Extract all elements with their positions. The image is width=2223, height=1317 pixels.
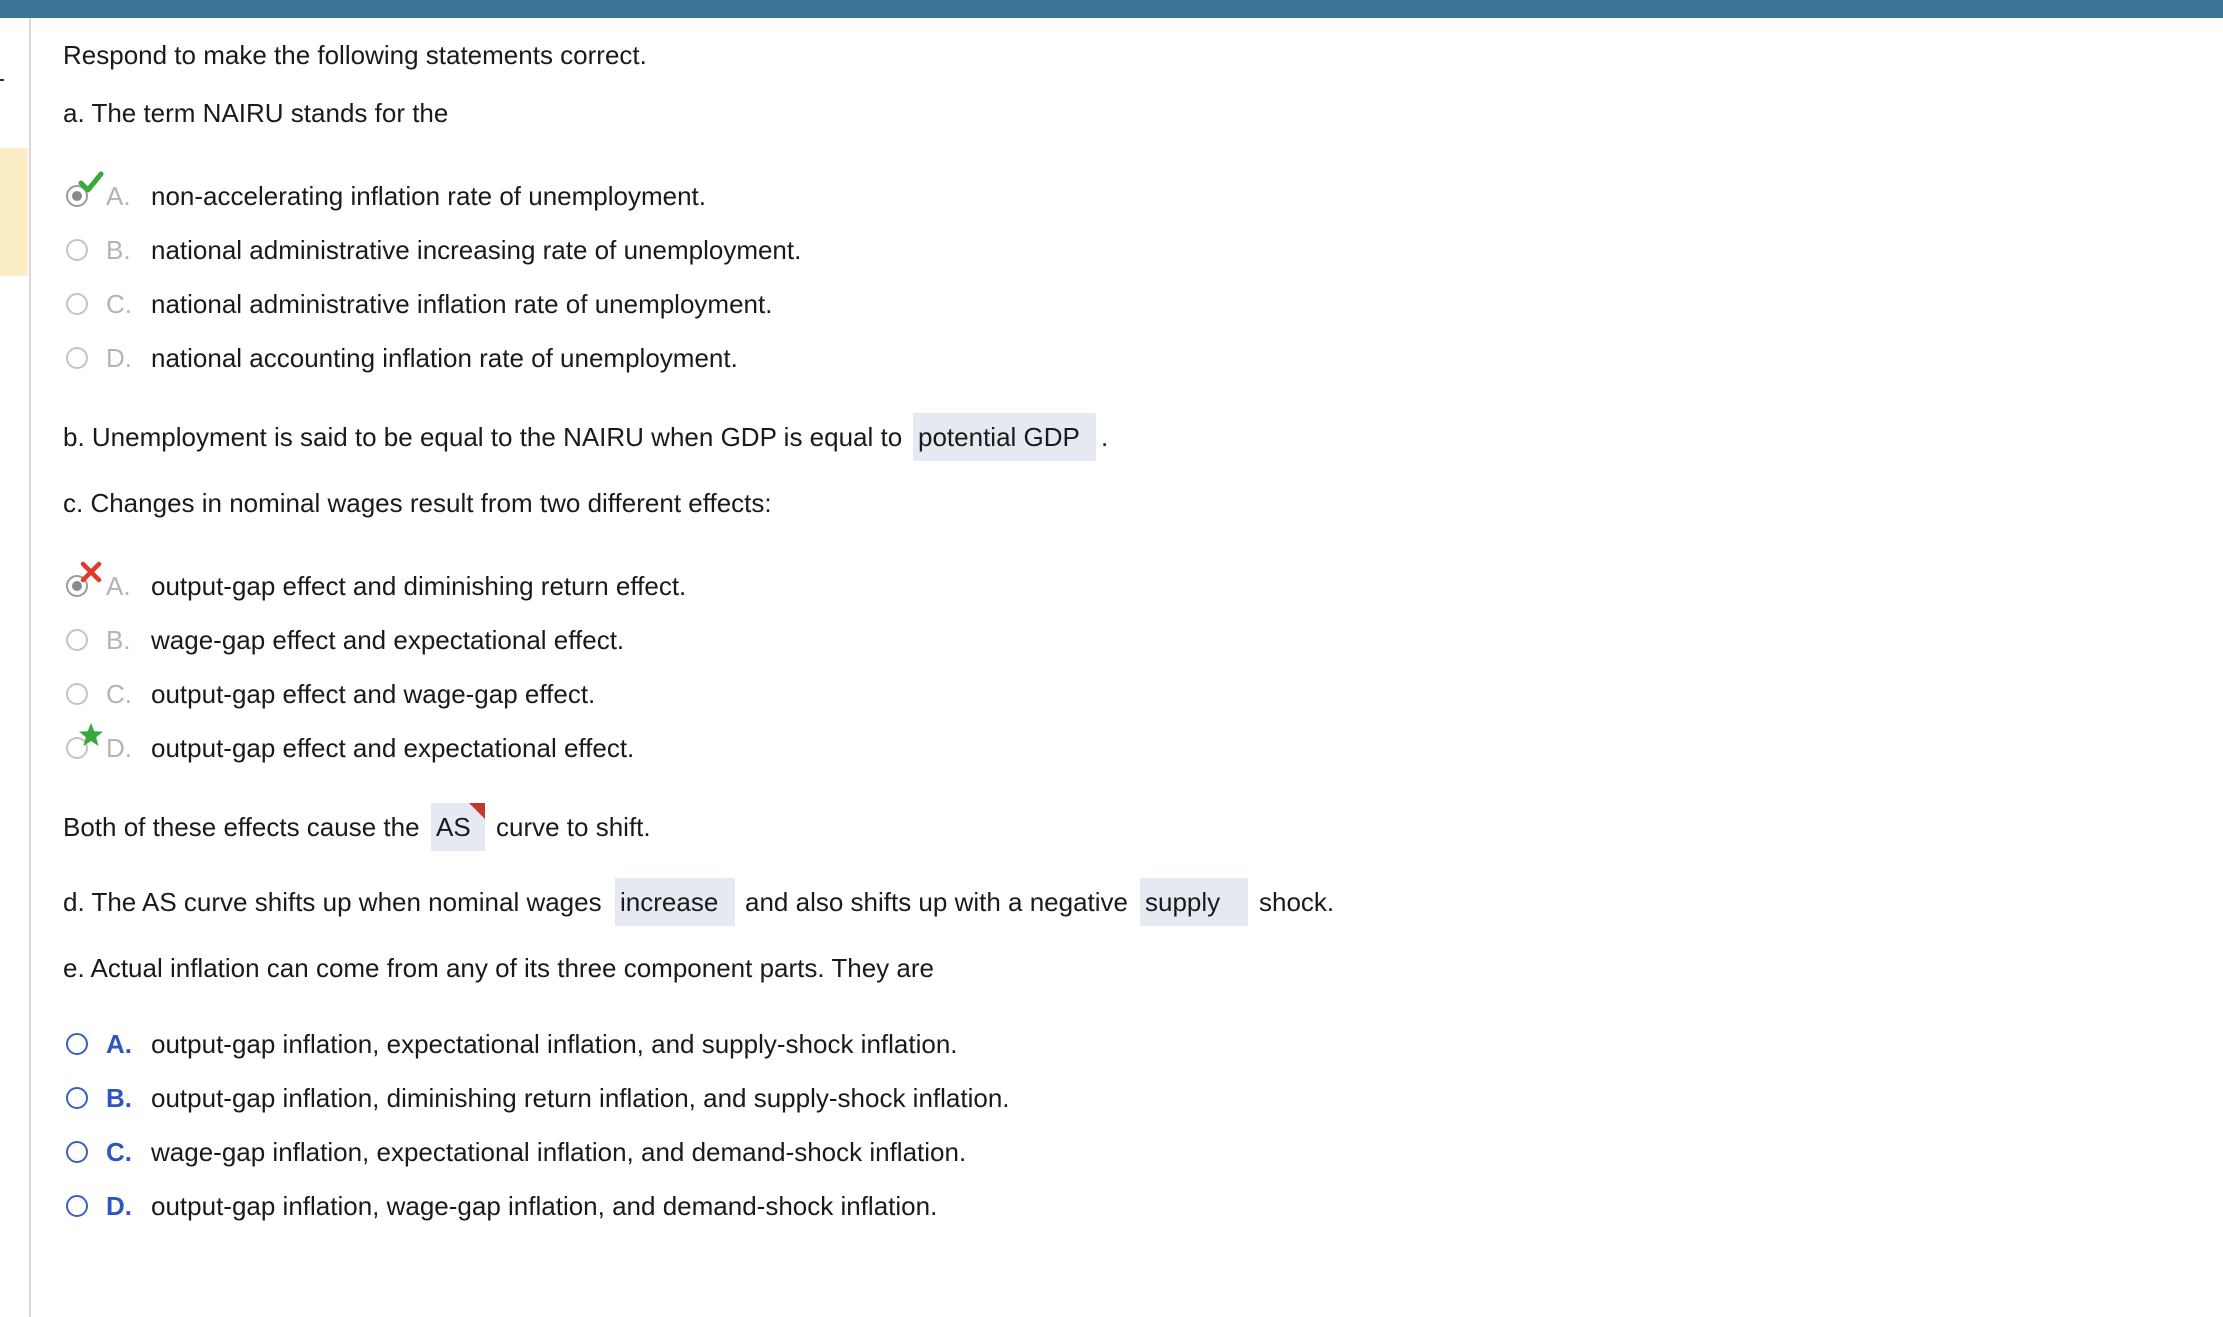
x-mark-icon bbox=[78, 560, 104, 586]
part-c-option-b[interactable] bbox=[64, 622, 1264, 662]
option-letter: C. bbox=[106, 1137, 132, 1167]
option-letter: A. bbox=[106, 1029, 132, 1059]
part-a-option-d[interactable] bbox=[64, 340, 1264, 380]
option-text: non-accelerating inflation rate of unemployment. bbox=[151, 181, 706, 211]
option-text: output-gap inflation, wage-gap inflation, and demand-shock inflation. bbox=[151, 1191, 938, 1221]
part-c-followup-text: Both of these effects cause the bbox=[63, 812, 420, 842]
option-text: output-gap inflation, expectational inflation, and supply-shock inflation. bbox=[151, 1029, 958, 1059]
part-d-answer-field-2[interactable]: supply bbox=[1140, 878, 1248, 926]
radio-button[interactable] bbox=[66, 1087, 88, 1109]
option-text: wage-gap inflation, expectational inflation, and demand-shock inflation. bbox=[151, 1137, 967, 1167]
option-letter: D. bbox=[106, 1191, 132, 1221]
part-a-option-a[interactable] bbox=[64, 178, 1264, 218]
option-letter: B. bbox=[106, 235, 131, 265]
option-letter: A. bbox=[106, 181, 131, 211]
left-divider bbox=[29, 18, 31, 1317]
option-text: national administrative increasing rate of unemployment. bbox=[151, 235, 802, 265]
part-d-text-3: shock. bbox=[1259, 887, 1335, 917]
radio-button[interactable] bbox=[66, 1141, 88, 1163]
option-letter: C. bbox=[106, 679, 132, 709]
instructions-text: Respond to make the following statements correct. bbox=[63, 40, 647, 70]
option-text: wage-gap effect and expectational effect. bbox=[151, 625, 625, 655]
option-letter: B. bbox=[106, 1083, 132, 1113]
part-c-option-a[interactable] bbox=[64, 568, 1264, 608]
part-d-answer-field-1[interactable]: increase bbox=[615, 878, 735, 926]
option-text: national administrative inflation rate of unemployment. bbox=[151, 289, 773, 319]
question-highlight-strip bbox=[0, 148, 28, 276]
part-a-option-b[interactable] bbox=[64, 232, 1264, 272]
flag-icon bbox=[469, 803, 485, 819]
star-icon bbox=[78, 722, 104, 748]
option-text: output-gap effect and wage-gap effect. bbox=[151, 679, 596, 709]
option-text: output-gap effect and diminishing return effect. bbox=[151, 571, 687, 601]
option-text: output-gap effect and expectational effect. bbox=[151, 733, 635, 763]
option-text: national accounting inflation rate of unemployment. bbox=[151, 343, 738, 373]
part-c-question: c. Changes in nominal wages result from two different effects: bbox=[63, 488, 772, 518]
radio-button[interactable] bbox=[66, 629, 88, 651]
checkmark-icon bbox=[78, 170, 104, 196]
answer-value: AS bbox=[436, 812, 471, 842]
header-bar bbox=[0, 0, 2223, 18]
part-a-question: a. The term NAIRU stands for the bbox=[63, 98, 449, 128]
part-e-question: e. Actual inflation can come from any of its three component parts. They are bbox=[63, 953, 934, 983]
radio-button[interactable] bbox=[66, 347, 88, 369]
option-letter: B. bbox=[106, 625, 131, 655]
radio-button[interactable] bbox=[66, 1033, 88, 1055]
option-letter: D. bbox=[106, 343, 132, 373]
left-tick-mark bbox=[0, 79, 4, 81]
part-b-answer-field[interactable]: potential GDP bbox=[913, 413, 1096, 461]
part-c-option-c[interactable] bbox=[64, 676, 1264, 716]
radio-button[interactable] bbox=[66, 1195, 88, 1217]
option-letter: D. bbox=[106, 733, 132, 763]
part-e-option-d[interactable] bbox=[64, 1188, 1264, 1228]
part-c-option-d[interactable] bbox=[64, 730, 1264, 770]
radio-button[interactable] bbox=[66, 239, 88, 261]
part-b-text: b. Unemployment is said to be equal to the NAIRU when GDP is equal to bbox=[63, 422, 903, 452]
radio-button[interactable] bbox=[66, 683, 88, 705]
part-e-option-a[interactable] bbox=[64, 1026, 1264, 1066]
option-text: output-gap inflation, diminishing return inflation, and supply-shock inflation. bbox=[151, 1083, 1010, 1113]
part-a-option-c[interactable] bbox=[64, 286, 1264, 326]
part-d-text-1: d. The AS curve shifts up when nominal wages bbox=[63, 887, 602, 917]
option-letter: C. bbox=[106, 289, 132, 319]
radio-button[interactable] bbox=[66, 293, 88, 315]
part-e-option-c[interactable] bbox=[64, 1134, 1264, 1174]
option-letter: A. bbox=[106, 571, 131, 601]
part-d-text-2: and also shifts up with a negative bbox=[745, 887, 1129, 917]
part-e-option-b[interactable] bbox=[64, 1080, 1264, 1120]
part-c-followup-after: curve to shift. bbox=[496, 812, 651, 842]
part-b-period: . bbox=[1101, 422, 1109, 452]
part-c-answer-field[interactable] bbox=[431, 803, 485, 851]
